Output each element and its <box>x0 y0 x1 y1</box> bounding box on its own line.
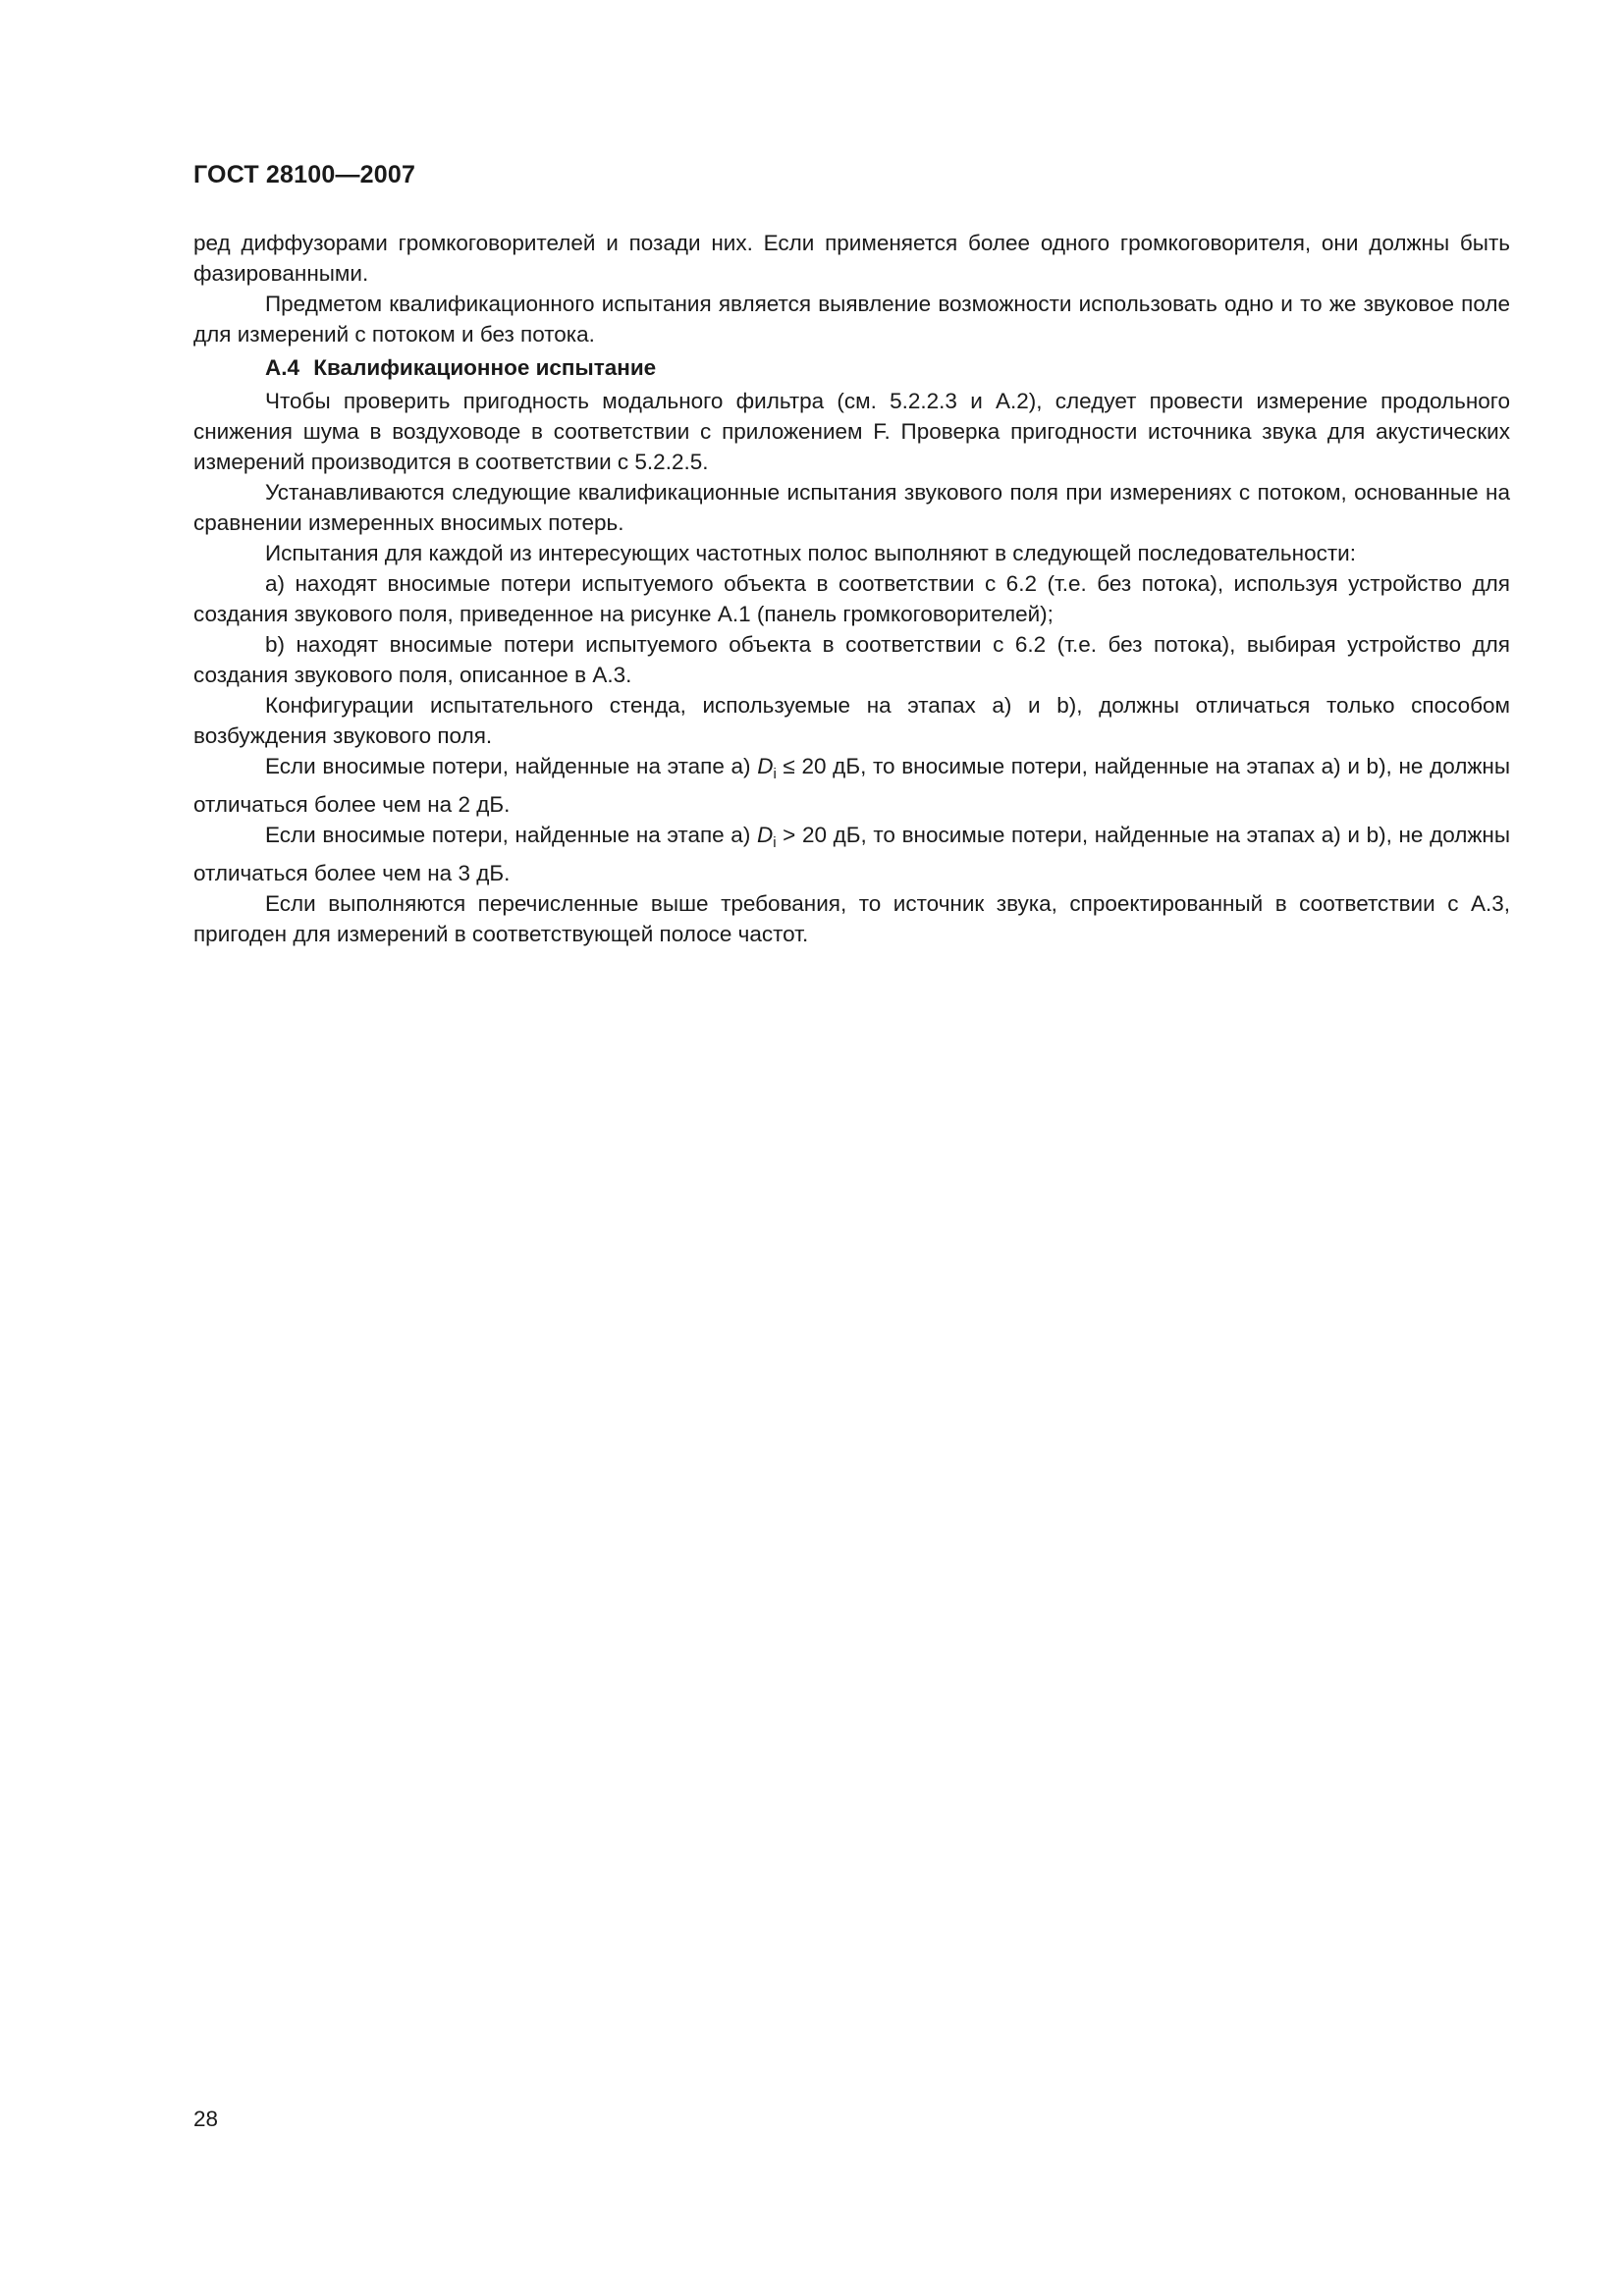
paragraph-text: Если вносимые потери, найденные на этапе а) <box>265 823 757 847</box>
list-item-b: b) находят вносимые потери испытуемого объекта в соответствии с 6.2 (т.е. без потока), выбирая устройство для создания звукового поля, описанное в А.3. <box>193 632 1510 687</box>
paragraph-text: > 20 дБ, то вносимые потери, найденные на этапах а) и b), не должны отличаться более чем на 3 дБ. <box>193 823 1510 885</box>
paragraph-text: ≤ 20 дБ, то вносимые потери, найденные на этапах а) и b), не должны отличаться более чем на 2 дБ. <box>193 754 1511 817</box>
paragraph-loss-le-20 <box>193 751 1510 820</box>
paragraph-test-sequence: Испытания для каждой из интересующих частотных полос выполняют в следующей последовательности: <box>265 541 1356 565</box>
paragraph-text: Если вносимые потери, найденные на этапе а) <box>265 754 758 778</box>
section-title: Квалификационное испытание <box>313 355 657 380</box>
body-text <box>193 228 1510 949</box>
page-number: 28 <box>193 2107 219 2131</box>
paragraph-qualification-purpose: Предметом квалификационного испытания является выявление возможности использовать одно и то же звуковое поле для измерений с потоком и без потока. <box>193 292 1510 347</box>
paragraph-modal-filter: Чтобы проверить пригодность модального фильтра (см. 5.2.2.3 и А.2), следует провести измерение продольного снижения шума в воздуховоде в соответствии с приложением F. Проверка пригодности источника звука для акустических измерений производится в соответствии с 5.2.2.5. <box>193 389 1510 474</box>
list-item-a: a) находят вносимые потери испытуемого объекта в соответствии с 6.2 (т.е. без потока), используя устройство для создания звукового поля, приведенное на рисунке А.1 (панель громкоговорителей); <box>193 571 1510 626</box>
paragraph-loss-gt-20 <box>193 820 1510 888</box>
paragraph-test-configurations: Конфигурации испытательного стенда, используемые на этапах а) и b), должны отличаться только способом возбуждения звукового поля. <box>193 693 1510 748</box>
symbol-subscript: i <box>773 834 777 851</box>
section-number: А.4 <box>265 355 300 380</box>
symbol-d: D <box>756 823 774 847</box>
section-heading <box>193 352 1510 383</box>
symbol-d: D <box>757 754 774 778</box>
document-header: ГОСТ 28100—2007 <box>193 161 416 188</box>
paragraph-conclusion: Если выполняются перечисленные выше требования, то источник звука, спроектированный в соответствии с А.3, пригоден для измерений в соответствующей полосе частот. <box>193 891 1510 946</box>
paragraph-continued: ред диффузорами громкоговорителей и позади них. Если применяется более одного громкоговорителя, они должны быть фазированными. <box>193 231 1510 286</box>
symbol-subscript: i <box>773 766 777 782</box>
paragraph-qualification-tests: Устанавливаются следующие квалификационные испытания звукового поля при измерениях с потоком, основанные на сравнении измеренных вносимых потерь. <box>193 480 1510 535</box>
